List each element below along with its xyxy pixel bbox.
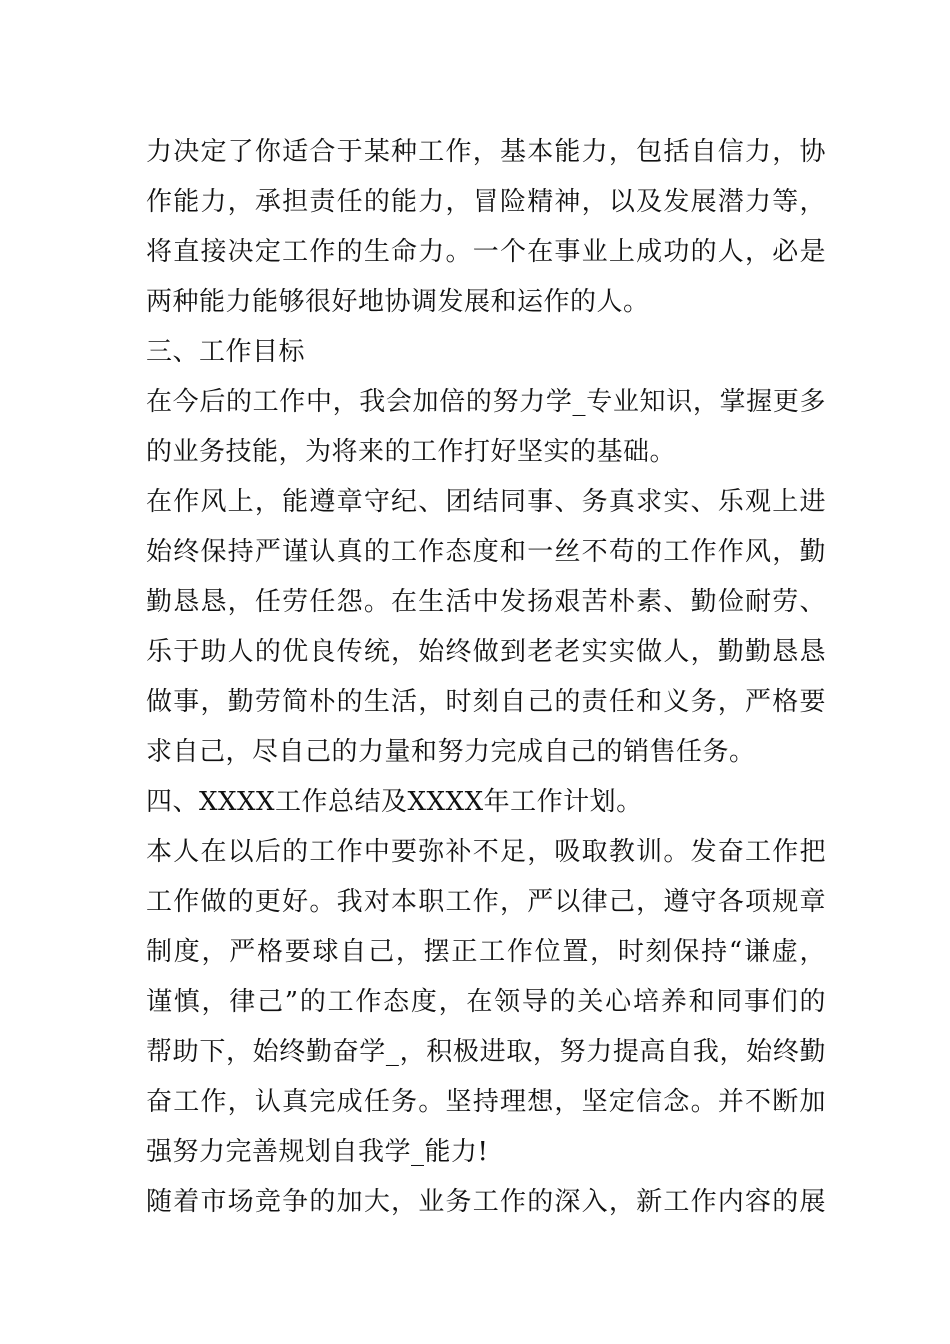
section-heading: 三、工作目标	[146, 337, 306, 367]
body-text-line: 求自己，尽自己的力量和努力完成自己的销售任务。	[146, 737, 756, 767]
body-text-line: 作能力，承担责任的能力，冒险精神，以及发展潜力等，	[146, 187, 826, 217]
body-text-line: 强努力完善规划自我学_能力!	[146, 1137, 489, 1167]
section-heading: 四、XXXX工作总结及XXXX年工作计划。	[146, 787, 643, 817]
body-text-line: 乐于助人的优良传统，始终做到老老实实做人，勤勤恳恳	[146, 637, 826, 667]
body-text-line: 本人在以后的工作中要弥补不足，吸取教训。发奋工作把	[146, 837, 826, 867]
body-text-line: 奋工作，认真完成任务。坚持理想，坚定信念。并不断加	[146, 1087, 826, 1117]
body-text-line: 工作做的更好。我对本职工作，严以律己，遵守各项规章	[146, 887, 826, 917]
body-text-line: 帮助下，始终勤奋学_，积极进取，努力提高自我，始终勤	[146, 1037, 826, 1067]
body-text-line: 做事，勤劳简朴的生活，时刻自己的责任和义务，严格要	[146, 687, 826, 717]
body-text-line: 勤恳恳，任劳任怨。在生活中发扬艰苦朴素、勤俭耐劳、	[146, 587, 826, 617]
body-text-line: 力决定了你适合于某种工作，基本能力，包括自信力，协	[146, 137, 826, 167]
body-text-line: 制度，严格要球自己，摆正工作位置，时刻保持“谦虚，	[146, 937, 826, 967]
body-text-line: 谨慎，律己”的工作态度，在领导的关心培养和同事们的	[146, 987, 826, 1017]
body-text-line: 的业务技能，为将来的工作打好坚实的基础。	[146, 437, 677, 467]
body-text-line: 将直接决定工作的生命力。一个在事业上成功的人，必是	[146, 237, 826, 267]
body-text-line: 随着市场竞争的加大，业务工作的深入，新工作内容的展	[146, 1187, 826, 1217]
body-text-line: 在今后的工作中，我会加倍的努力学_专业知识，掌握更多	[146, 387, 826, 417]
body-text-line: 在作风上，能遵章守纪、团结同事、务真求实、乐观上进	[146, 487, 826, 517]
body-text-line: 始终保持严谨认真的工作态度和一丝不苟的工作作风，勤	[146, 537, 826, 567]
body-text-line: 两种能力能够很好地协调发展和运作的人。	[146, 287, 650, 317]
